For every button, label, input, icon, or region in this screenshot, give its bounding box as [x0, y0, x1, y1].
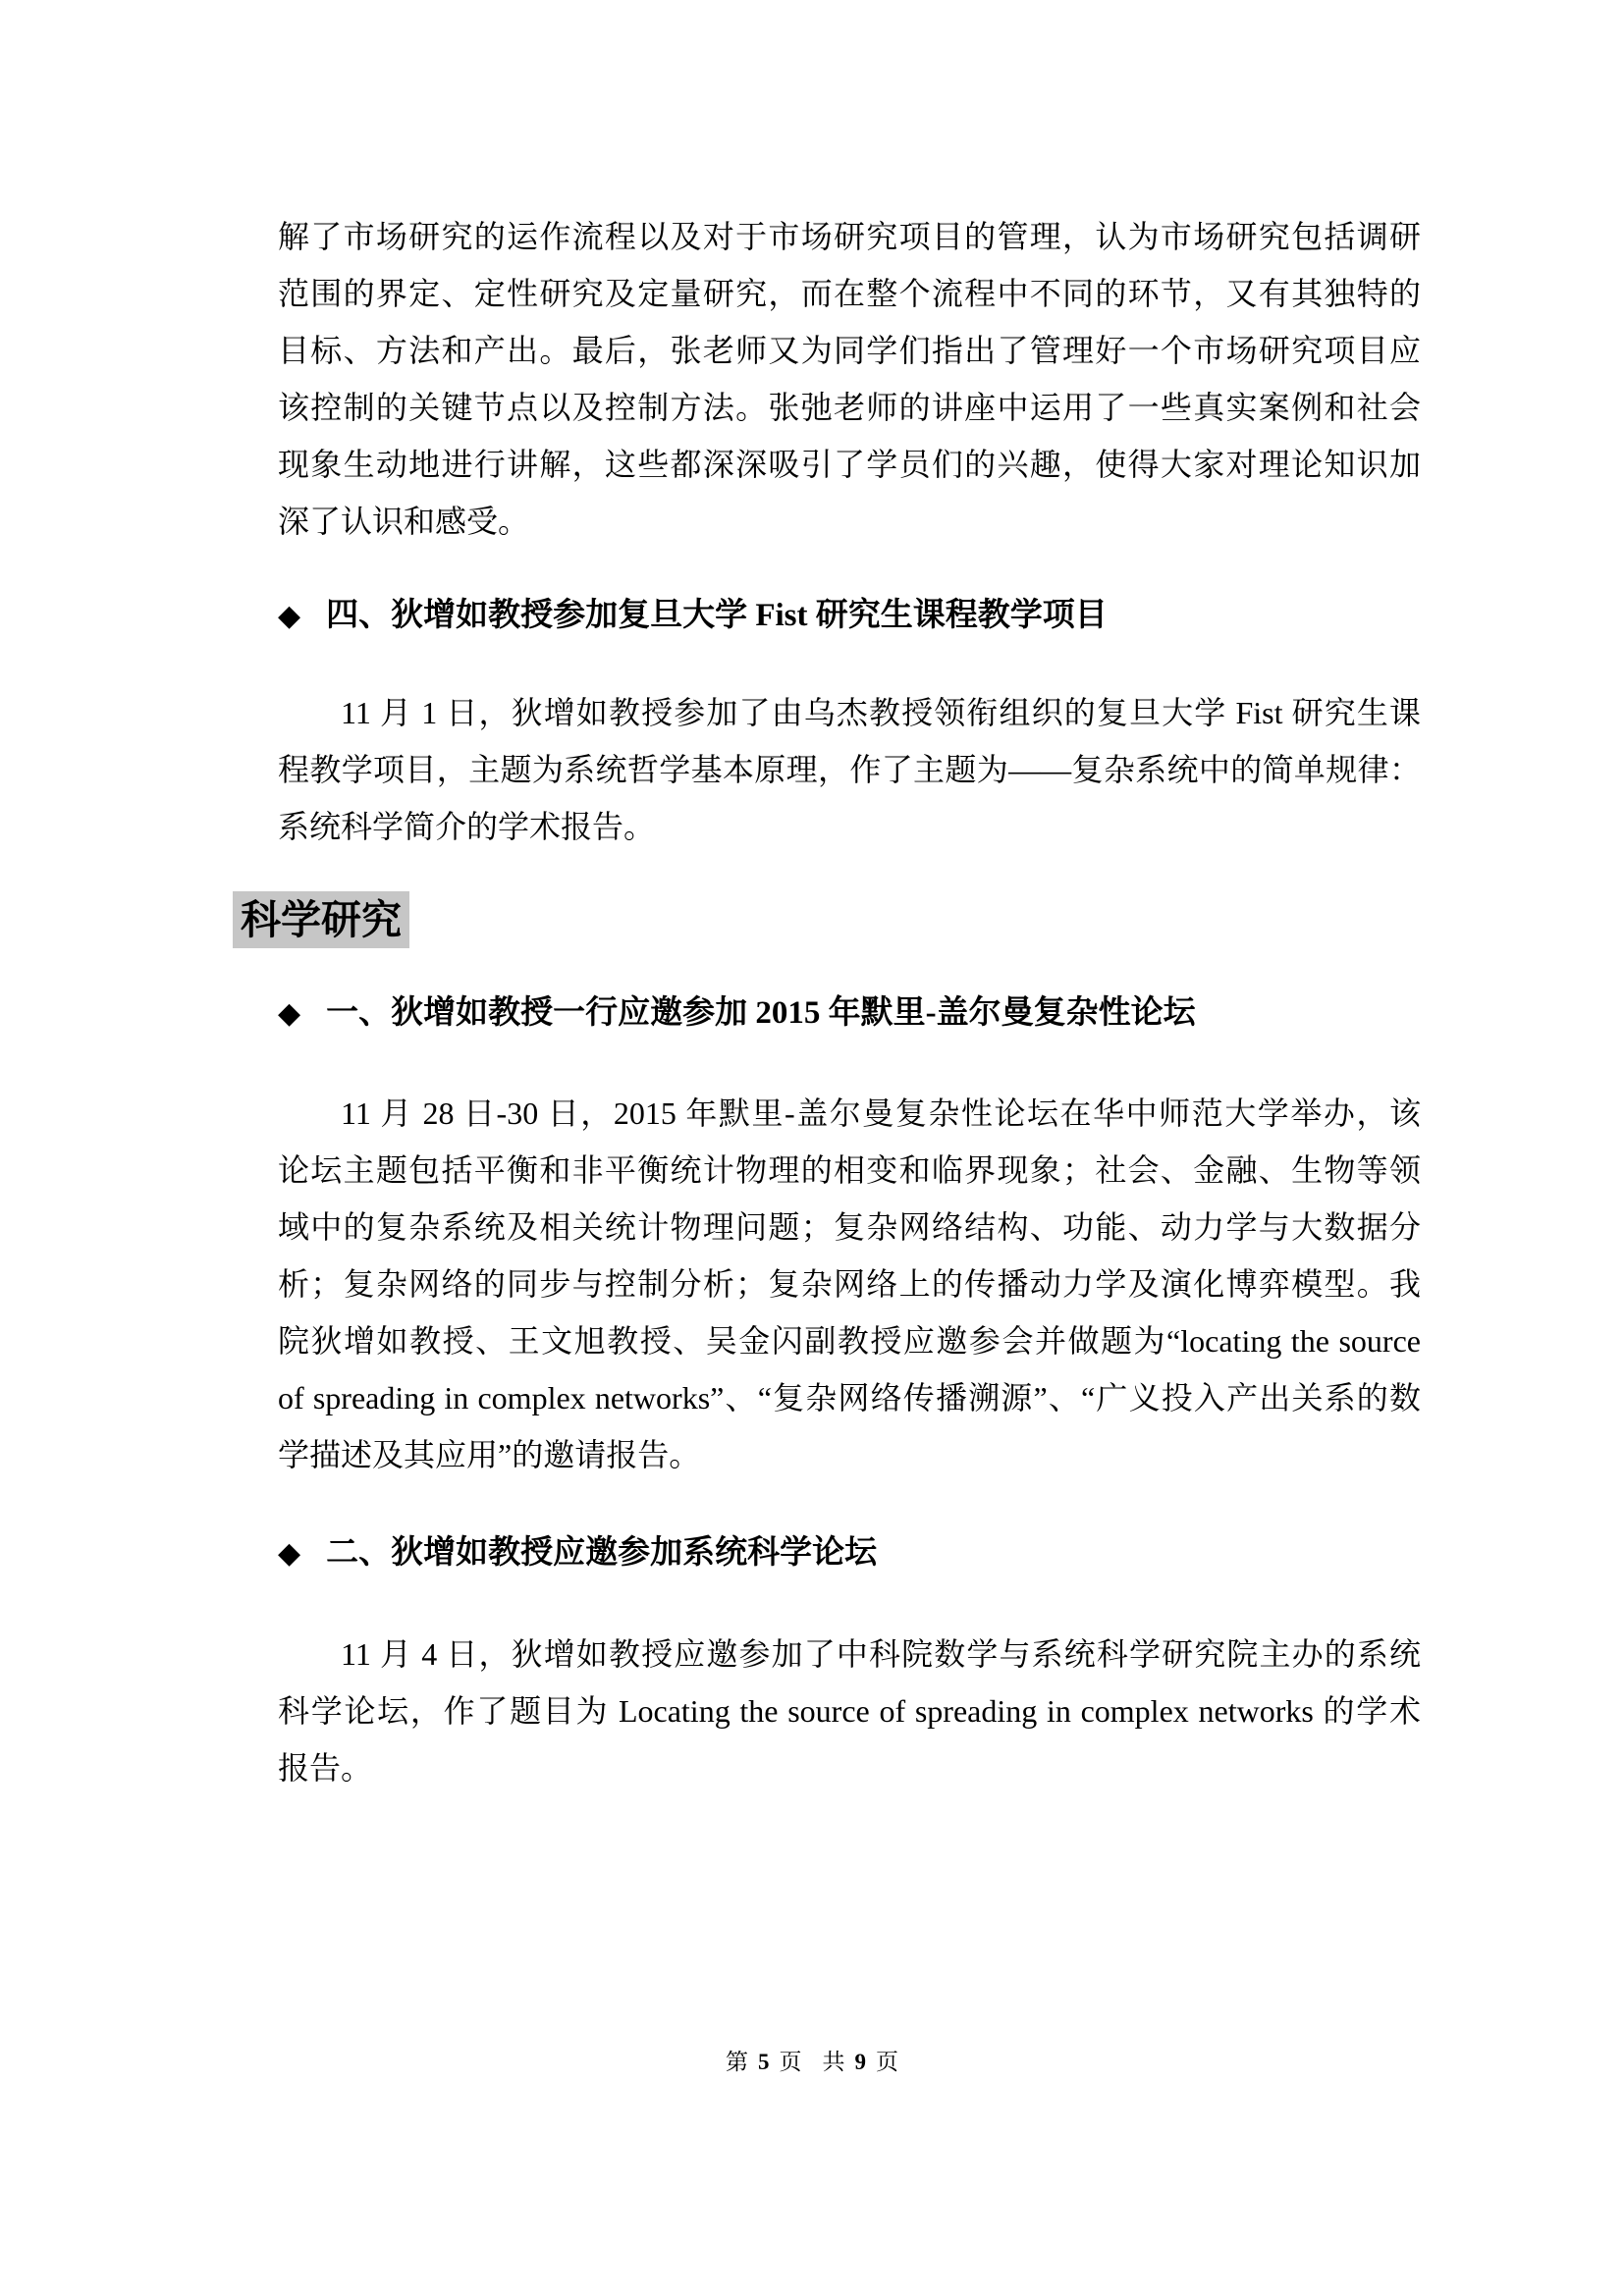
- body-paragraph: [278, 684, 1421, 855]
- paragraph-line: 范围的界定、定性研究及定量研究，而在整个流程中不同的环节，又有其独特的: [278, 276, 1421, 311]
- paragraph-line: 11 月 4 日，狄增如教授应邀参加了中科院数学与系统科学研究院主办的系统: [341, 1636, 1421, 1672]
- footer-label: 页: [876, 2050, 898, 2074]
- paragraph-line: 科学论坛，作了题目为 Locating the source of spreading in complex networks 的学术: [278, 1693, 1421, 1729]
- paragraph-line: 论坛主题包括平衡和非平衡统计物理的相变和临界现象；社会、金融、生物等领: [278, 1152, 1421, 1188]
- paragraph-line: 11 月 1 日，狄增如教授参加了由乌杰教授领衔组织的复旦大学 Fist 研究生课: [341, 695, 1421, 730]
- footer-label: 第: [726, 2050, 748, 2074]
- topic-heading-one: [278, 985, 1421, 1041]
- paragraph-line: 系统科学简介的学术报告。: [278, 809, 656, 844]
- footer-label: 页: [779, 2050, 802, 2074]
- paragraph-line: 11 月 28 日-30 日，2015 年默里-盖尔曼复杂性论坛在华中师范大学举办，该: [341, 1095, 1421, 1131]
- paragraph-line: 目标、方法和产出。最后，张老师又为同学们指出了管理好一个市场研究项目应: [278, 333, 1421, 368]
- total-pages: 9: [854, 2050, 866, 2074]
- paragraph-line: 程教学项目，主题为系统哲学基本原理，作了主题为——复杂系统中的简单规律：: [278, 752, 1421, 787]
- document-body: [241, 208, 1421, 1796]
- diamond-bullet-icon: ◆: [278, 600, 301, 632]
- paragraph-line: of spreading in complex networks”、“复杂网络传播溯源”、“广义投入产出关系的数: [278, 1380, 1421, 1415]
- topic-heading-text: 一、狄增如教授一行应邀参加 2015 年默里-盖尔曼复杂性论坛: [326, 995, 1196, 1031]
- paragraph-line: 析；复杂网络的同步与控制分析；复杂网络上的传播动力学及演化博弈模型。我: [278, 1266, 1421, 1302]
- body-paragraph: [278, 1085, 1421, 1483]
- topic-heading-two: [278, 1524, 1421, 1581]
- body-paragraph: [278, 1626, 1421, 1796]
- section-title-highlighted: 科学研究: [233, 891, 409, 948]
- paragraph-line: 院狄增如教授、王文旭教授、吴金闪副教授应邀参会并做题为“locating the source: [278, 1323, 1421, 1359]
- topic-heading-four: [278, 587, 1421, 644]
- topic-heading-text: 二、狄增如教授应邀参加系统科学论坛: [326, 1535, 878, 1571]
- body-paragraph-continuation: [278, 208, 1421, 550]
- topic-heading-text: 四、狄增如教授参加复旦大学 Fist 研究生课程教学项目: [326, 598, 1108, 633]
- diamond-bullet-icon: ◆: [278, 1537, 301, 1570]
- page-number: 5: [758, 2050, 770, 2074]
- page-footer: [0, 2048, 1624, 2077]
- paragraph-line: 学描述及其应用”的邀请报告。: [278, 1437, 701, 1472]
- paragraph-line: 深了认识和感受。: [278, 504, 530, 539]
- footer-label: 共: [822, 2050, 845, 2074]
- diamond-bullet-icon: ◆: [278, 997, 301, 1030]
- paragraph-line: 报告。: [278, 1750, 373, 1786]
- paragraph-line: 现象生动地进行讲解，这些都深深吸引了学员们的兴趣，使得大家对理论知识加: [278, 447, 1421, 482]
- paragraph-line: 域中的复杂系统及相关统计物理问题；复杂网络结构、功能、动力学与大数据分: [278, 1209, 1421, 1245]
- paragraph-line: 解了市场研究的运作流程以及对于市场研究项目的管理，认为市场研究包括调研: [278, 219, 1421, 254]
- paragraph-line: 该控制的关键节点以及控制方法。张弛老师的讲座中运用了一些真实案例和社会: [278, 390, 1421, 425]
